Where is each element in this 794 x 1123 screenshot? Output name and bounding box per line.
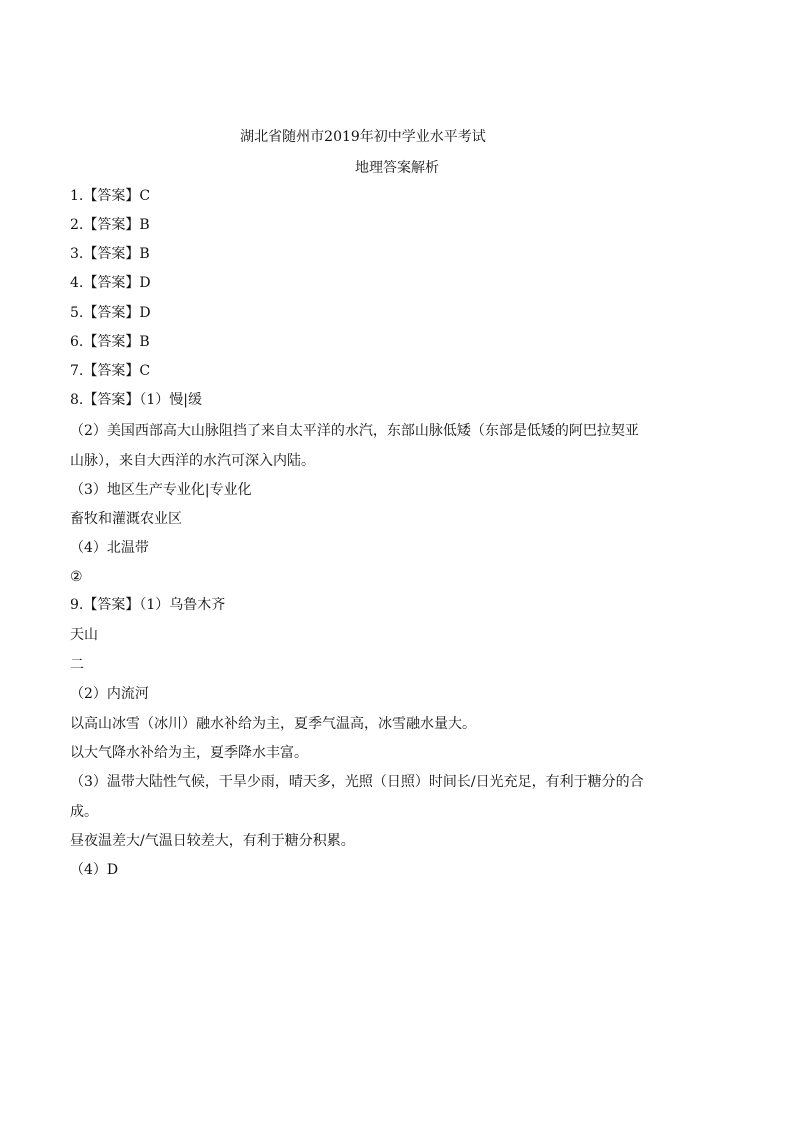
answer-line: 3.【答案】B	[70, 246, 150, 262]
answer-line: （4）D	[70, 862, 119, 878]
answer-line: （2）内流河	[70, 686, 149, 702]
answer-line: 山脉），来自大西洋的水汽可深入内陆。	[70, 453, 315, 469]
answer-line: 以大气降水补给为主，夏季降水丰富。	[70, 745, 308, 761]
answer-line: 7.【答案】C	[70, 363, 151, 379]
answer-line: （3）温带大陆性气候，干旱少雨，晴天多，光照（日照）时间长/日光充足，有利于糖分的合	[70, 774, 644, 790]
answer-line: 二	[70, 657, 84, 673]
answer-line: 畜牧和灌溉农业区	[70, 511, 182, 527]
answer-line: 9.【答案】（1）乌鲁木齐	[70, 597, 226, 613]
answer-line: 8.【答案】（1）慢|缓	[70, 392, 202, 408]
answer-line: 5.【答案】D	[70, 305, 151, 321]
answer-line: 4.【答案】D	[70, 275, 151, 291]
answer-line: 以高山冰雪（冰川）融水补给为主，夏季气温高，冰雪融水量大。	[70, 716, 476, 732]
answer-line: 天山	[70, 627, 98, 643]
answer-line: （2）美国西部高大山脉阻挡了来自太平洋的水汽，东部山脉低矮（东部是低矮的阿巴拉契亚	[70, 423, 639, 439]
document-title: 湖北省随州市2019年初中学业水平考试	[240, 129, 486, 145]
answer-line: 成。	[70, 804, 98, 820]
answer-line: 2.【答案】B	[70, 217, 150, 233]
answer-line: 6.【答案】B	[70, 334, 150, 350]
answer-line: （4）北温带	[70, 540, 149, 556]
answer-line: 昼夜温差大/气温日较差大，有利于糖分积累。	[70, 833, 355, 849]
document-subtitle: 地理答案解析	[355, 160, 439, 176]
answer-line: （3）地区生产专业化|专业化	[70, 482, 252, 498]
answer-line: ②	[70, 569, 83, 585]
answer-line: 1.【答案】C	[70, 188, 151, 204]
